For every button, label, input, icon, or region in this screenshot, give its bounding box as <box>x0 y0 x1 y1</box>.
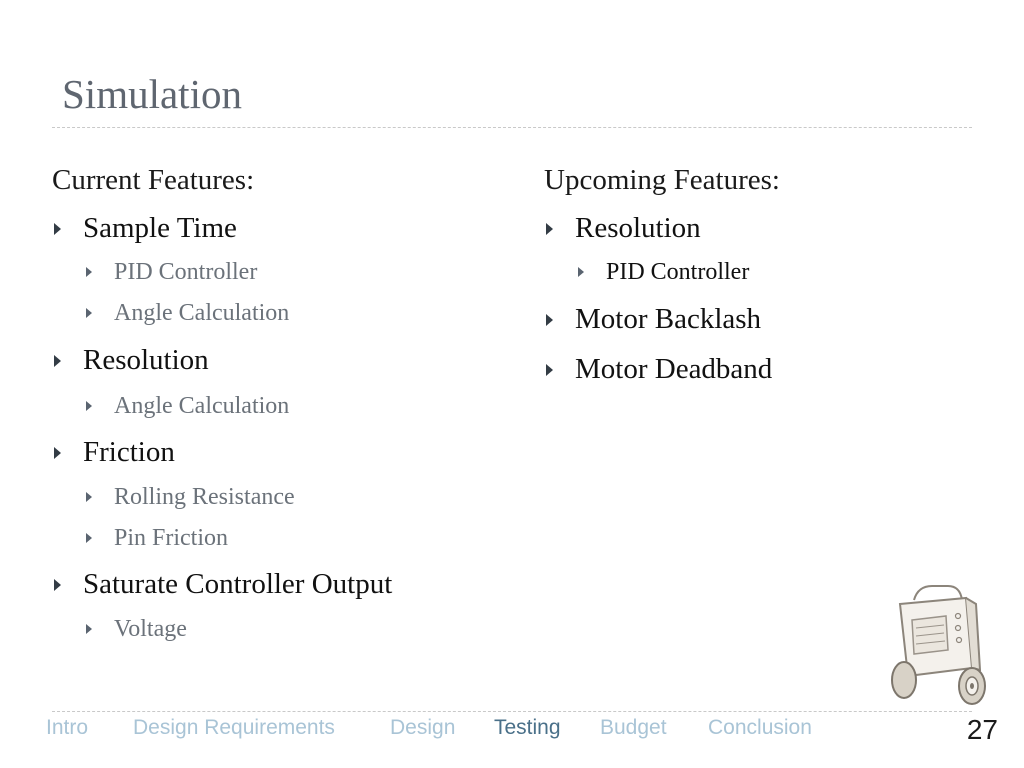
triangle-right-icon <box>86 492 92 502</box>
triangle-right-icon <box>54 579 61 591</box>
nav-item-design-requirements[interactable]: Design Requirements <box>133 716 335 739</box>
triangle-right-icon <box>86 308 92 318</box>
slide-title: Simulation <box>62 71 242 117</box>
current-features-heading: Current Features: <box>52 164 255 196</box>
triangle-right-icon <box>54 447 61 459</box>
upcoming-features-heading: Upcoming Features: <box>544 164 780 196</box>
page-number: 27 <box>966 714 998 745</box>
triangle-right-icon <box>546 314 553 326</box>
nav-item-conclusion[interactable]: Conclusion <box>708 716 812 739</box>
triangle-right-icon <box>546 223 553 235</box>
triangle-right-icon <box>86 624 92 634</box>
nav-item-testing[interactable]: Testing <box>494 716 561 739</box>
triangle-right-icon <box>86 267 92 277</box>
nav-item-budget[interactable]: Budget <box>600 716 667 739</box>
nav-item-intro[interactable]: Intro <box>46 716 89 739</box>
slide: Simulation Current Features: Sample Time PID Controller Angle Calculation Resolution Angle Calculation Friction Rolling Resistance Pin Friction Saturate Controller Output Voltage Upcoming Features: Resolution PID Controller Motor Backlash Motor Deadband Intro Design Requirements Design Testing Budget Conclusion 27 <box>46 71 998 745</box>
footer-divider <box>52 711 972 712</box>
title-divider <box>52 127 972 128</box>
triangle-right-icon <box>54 223 61 235</box>
triangle-right-icon <box>54 355 61 367</box>
nav-item-design[interactable]: Design <box>390 716 456 739</box>
segway-robot-icon <box>886 580 990 708</box>
triangle-right-icon <box>546 364 553 376</box>
triangle-right-icon <box>578 267 584 277</box>
triangle-right-icon <box>86 533 92 543</box>
triangle-right-icon <box>86 401 92 411</box>
